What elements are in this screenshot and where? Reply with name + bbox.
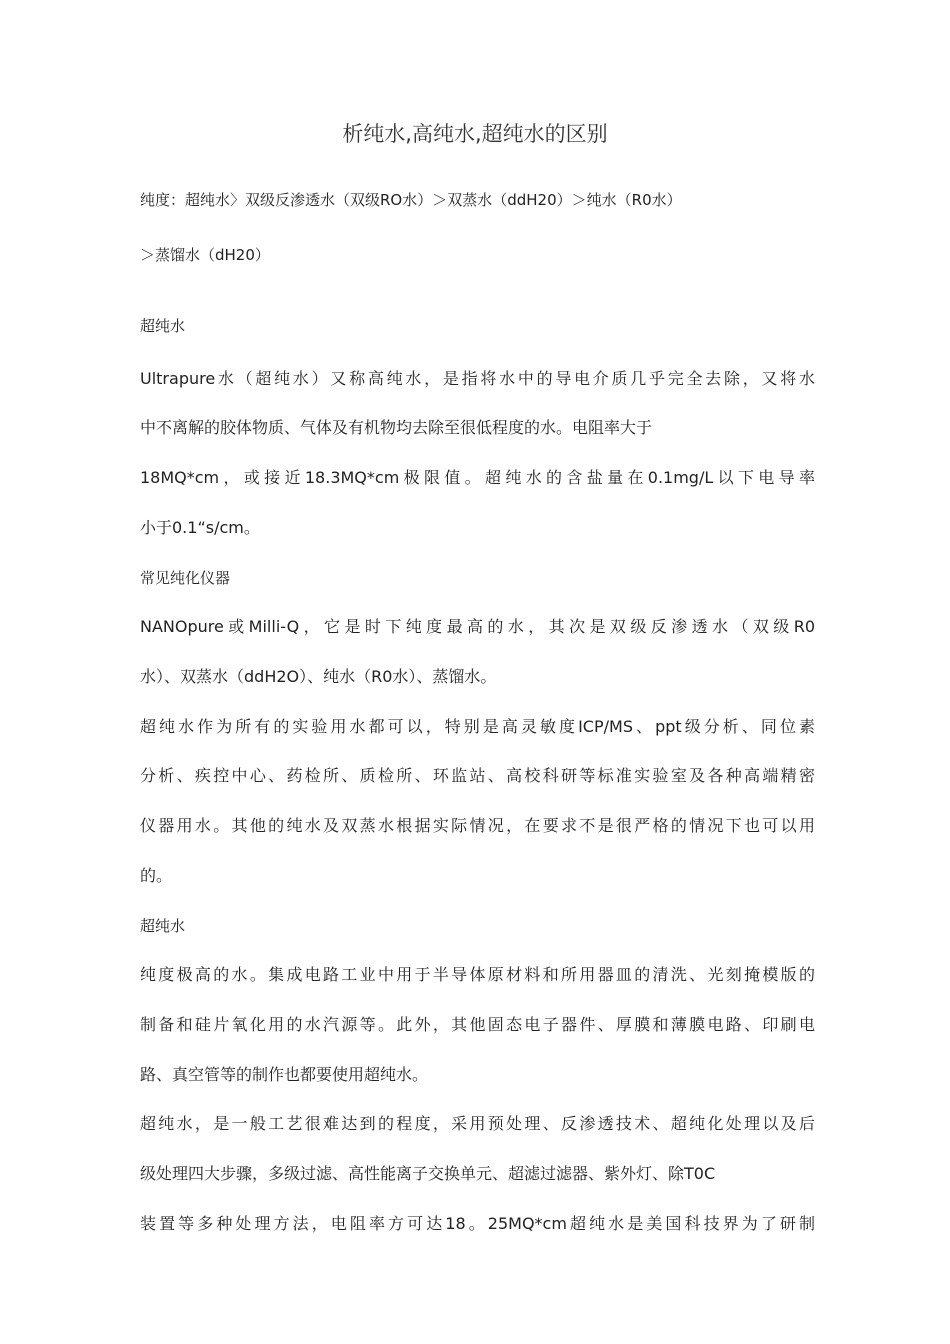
paragraph-line: 超纯水作为所有的实验用水都可以，特别是高灵敏度ICP/MS、ppt级分析、同位素	[140, 717, 815, 736]
paragraph-line: 仪器用水。其他的纯水及双蒸水根据实际情况，在要求不是很严格的情况下也可以用	[140, 816, 815, 835]
section-heading: 超纯水	[140, 317, 186, 335]
document-title: 析纯水,高纯水,超纯水的区别	[342, 122, 608, 146]
purity-ranking-line: ＞蒸馏水（dH20）	[140, 246, 270, 264]
paragraph-line: 超纯水，是一般工艺很难达到的程度，采用预处理、反渗透技术、超纯化处理以及后	[140, 1114, 815, 1133]
paragraph-line: 18MQ*cm，或接近18.3MQ*cm极限值。超纯水的含盐量在0.1mg/L以下电导率	[140, 468, 815, 487]
purity-ranking-line: 纯度：超纯水〉双级反渗透水（双级RO水）＞双蒸水（ddH20）＞纯水（R0水）	[140, 191, 682, 209]
paragraph-line: 的。	[140, 866, 173, 885]
paragraph-line: 分析、疾控中心、药检所、质检所、环监站、高校科研等标准实验室及各种高端精密	[140, 766, 815, 785]
paragraph-line: 中不离解的胶体物质、气体及有机物均去除至很低程度的水。电阻率大于	[140, 418, 653, 437]
paragraph-line: NANOpure或Milli-Q，它是时下纯度最高的水，其次是双级反渗透水（双级R0	[140, 617, 815, 636]
paragraph-line: 水）、双蒸水（ddH2O）、纯水（R0水）、蒸馏水。	[140, 667, 497, 686]
paragraph-line: 级处理四大步骤，多级过滤、高性能离子交换单元、超滤过滤器、紫外灯、除T0C	[140, 1164, 716, 1183]
section-heading: 常见纯化仪器	[140, 569, 231, 587]
paragraph-line: 装置等多种处理方法，电阻率方可达18。25MQ*cm超纯水是美国科技界为了研制	[140, 1214, 815, 1233]
paragraph-line: 小于0.1“s/cm。	[140, 518, 260, 537]
paragraph-line: Ultrapure水（超纯水）又称高纯水，是指将水中的导电介质几乎完全去除，又将水	[140, 369, 815, 388]
paragraph-line: 纯度极高的水。集成电路工业中用于半导体原材料和所用器皿的清洗、光刻掩模版的	[140, 965, 815, 984]
section-heading: 超纯水	[140, 917, 186, 935]
paragraph-line: 制备和硅片氧化用的水汽源等。此外，其他固态电子器件、厚膜和薄膜电路、印刷电	[140, 1015, 815, 1034]
paragraph-line: 路、真空管等的制作也都要使用超纯水。	[140, 1065, 429, 1084]
